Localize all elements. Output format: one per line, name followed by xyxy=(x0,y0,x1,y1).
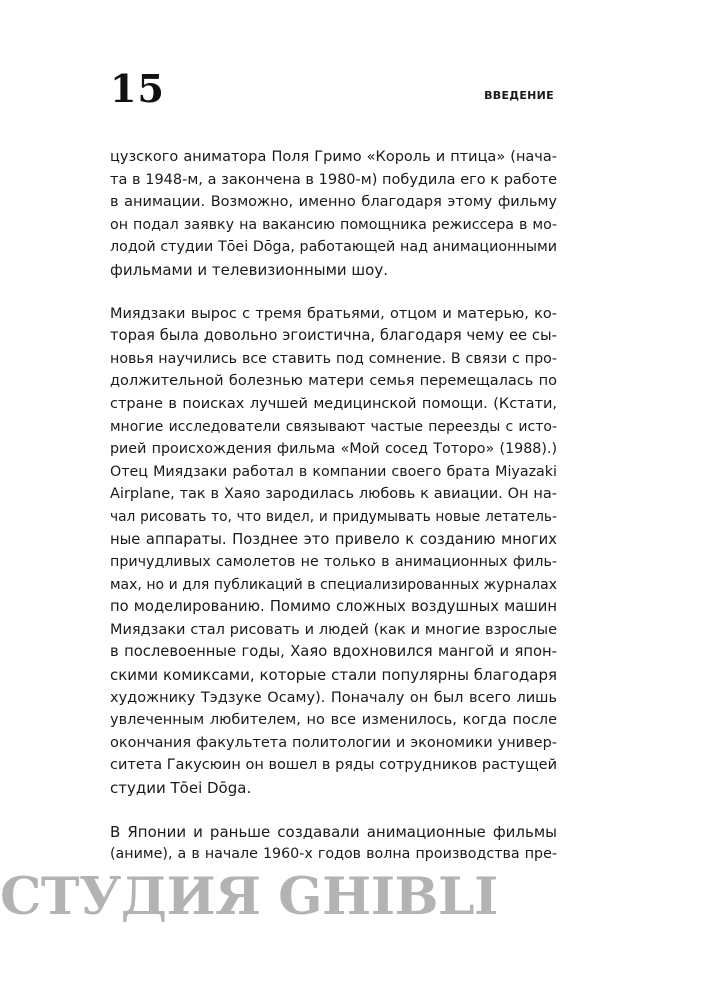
text-line: увлеченным любителем, но все изменилось, когда после xyxy=(110,712,557,729)
text-line: лодой студии Tōei Dōga, работающей над анимационными xyxy=(110,239,557,256)
text-line: Миядзаки стал рисовать и людей (как и многие взрослые xyxy=(110,621,557,638)
text-line: фильмами и телевизионными шоу. xyxy=(110,260,388,279)
paragraph xyxy=(110,146,557,282)
paragraph-gap xyxy=(110,282,557,303)
text-line: та в 1948-м, а закончена в 1980-м) побудила его к работе xyxy=(110,171,557,188)
chapter-title: ВВЕДЕНИЕ xyxy=(484,89,554,102)
text-line: должительной болезнью матери семья перемещалась по xyxy=(110,373,557,390)
text-line: он подал заявку на вакансию помощника режиссера в мо- xyxy=(110,216,557,233)
text-line: ситета Гакусюин он вошел в ряды сотрудников растущей xyxy=(110,757,557,774)
text-line: по моделированию. Помимо сложных воздушных машин xyxy=(110,598,557,616)
paragraph-gap xyxy=(110,800,557,821)
text-line: новья научились все ставить под сомнение. В связи с про- xyxy=(110,350,557,367)
text-line: рией происхождения фильма «Мой сосед Тоторо» (1988).) xyxy=(110,441,557,458)
text-line: Миядзаки вырос с тремя братьями, отцом и матерью, ко- xyxy=(110,305,557,322)
page-number: 15 xyxy=(110,66,165,111)
text-line: многие исследователи связывают частые переезды с исто- xyxy=(110,418,557,435)
text-line: окончания факультета политологии и экономики универ- xyxy=(110,734,557,751)
body-text xyxy=(110,146,557,866)
text-line: причудливых самолетов не только в анимационных филь- xyxy=(110,554,557,571)
text-line: в послевоенные годы, Хаяо вдохновился мангой и япон- xyxy=(110,643,557,661)
text-line: мах, но и для публикаций в специализированных журналах xyxy=(110,576,557,593)
text-line: стране в поисках лучшей медицинской помощи. (Кстати, xyxy=(110,395,557,412)
paragraph xyxy=(110,821,557,866)
text-line: в анимации. Возможно, именно благодаря этому фильму xyxy=(110,194,557,211)
book-title: СТУДИЯ GHIBLI xyxy=(0,867,498,927)
text-line: цузского аниматора Поля Гримо «Король и птица» (нача- xyxy=(110,149,557,165)
text-line: художнику Тэдзуке Осаму). Поначалу он был всего лишь xyxy=(110,689,557,706)
text-line: Отец Миядзаки работал в компании своего брата Miyazaki xyxy=(110,463,557,480)
paragraph xyxy=(110,303,557,800)
text-line: Airplane, так в Хаяо зародилась любовь к авиации. Он на- xyxy=(110,486,557,503)
text-line: ные аппараты. Позднее это привело к созданию многих xyxy=(110,530,557,548)
text-line: торая была довольно эгоистична, благодаря чему ее сы- xyxy=(110,327,557,345)
text-line: студии Tōei Dōga. xyxy=(110,779,252,798)
text-line: (аниме), а в начале 1960-х годов волна производства пре- xyxy=(110,846,557,863)
text-line: В Японии и раньше создавали анимационные фильмы xyxy=(110,822,557,841)
text-line: чал рисовать то, что видел, и придумывать новые летатель- xyxy=(110,508,557,525)
text-line: скими комиксами, которые стали популярны благодаря xyxy=(110,666,557,685)
